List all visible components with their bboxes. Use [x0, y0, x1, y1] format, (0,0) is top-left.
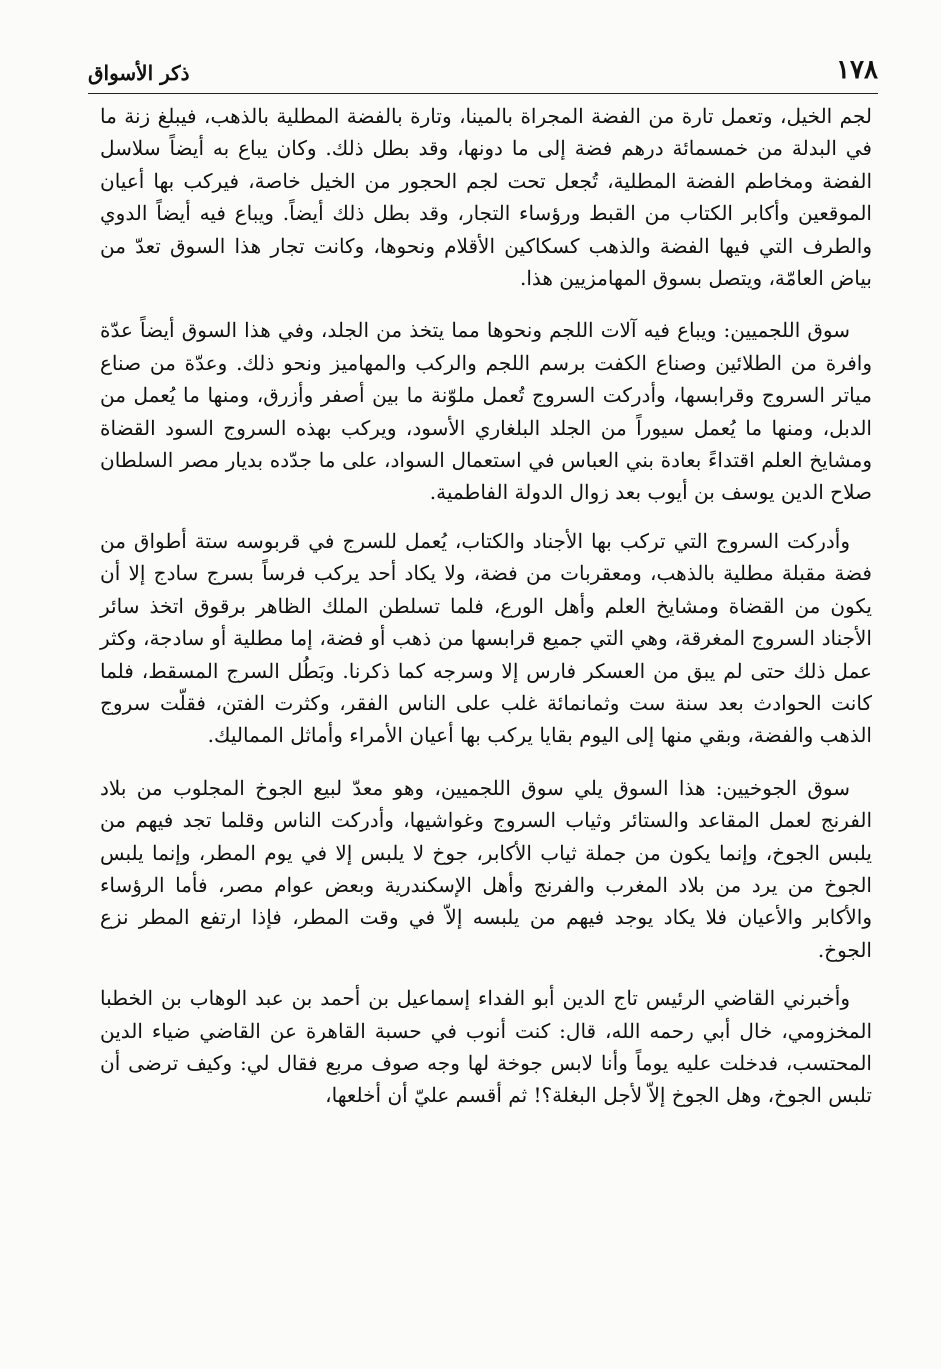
paragraph-1: لجم الخيل، وتعمل تارة من الفضة المجراة بالمينا، وتارة بالفضة المطلية بالذهب، فيبلغ زنة ما في البدلة من خمسمائة درهم فضة إلى ما دونها، وقد بطل ذلك. وكان يباع به أيضاً سلاسل الفضة ومخاطم الفضة المطلية، تُجعل تحت لجم الحجور من الخيل خاصة، فيركب بها أعيان الموقعين وأكابر الكتاب من القبط ورؤساء التجار، وقد بطل ذلك أيضاً. ويباع فيه أيضاً الدوي والطرف التي فيها الفضة والذهب كسكاكين الأقلام ونحوها، وكانت تجار هذا السوق تعدّ من بياض العامّة، ويتصل بسوق المهامزيين هذا. [100, 104, 872, 291]
paragraph-2: سوق اللجميين: ويباع فيه آلات اللجم ونحوها مما يتخذ من الجلد، وفي هذا السوق أيضاً عدّة وافرة من الطلائين وصناع الكفت برسم اللجم والركب والمهاميز ونحو ذلك. وعدّة من صناع مياتر السروج وقرابسها، وأدركت السروج تُعمل ملوّنة ما بين أصفر وأزرق، ومنها ما يُعمل من الدبل، ومنها ما يُعمل سيوراً من الجلد البلغاري الأسود، ويركب بهذه السروج السود القضاة ومشايخ العلم اقتداءً بعادة بني العباس في استعمال السواد، على ما جدّده بديار مصر السلطان صلاح الدين يوسف بن أيوب بعد زوال الدولة الفاطمية. [100, 318, 872, 505]
running-title: ذكر الأسواق [88, 61, 190, 85]
paragraph-5: وأخبرني القاضي الرئيس تاج الدين أبو الفداء إسماعيل بن أحمد بن عبد الوهاب بن الخطبا المخزومي، خال أبي رحمه الله، قال: كنت أنوب في حسبة القاهرة عن القاضي ضياء الدين المحتسب، فدخلت عليه يوماً وأنا لابس جوخة لها وجه صوف مربع فقال لي: وكيف ترضى أن تلبس الجوخ، وهل الجوخ إلاّ لأجل البغلة؟! ثم أقسم عليّ أن أخلعها، [100, 986, 872, 1108]
body-text [100, 100, 872, 1112]
header-divider [88, 93, 878, 94]
paragraph-3: وأدركت السروج التي تركب بها الأجناد والكتاب، يُعمل للسرج في قربوسه ستة أطواق من فضة مقبلة مطلية بالذهب، ومعقربات من فضة، ولا يكاد أحد يركب فرساً بسرج سادج إلا أن يكون من القضاة ومشايخ العلم وأهل الورع، فلما تسلطن الملك الظاهر برقوق اتخذ سائر الأجناد السروج المغرقة، وهي التي جميع قرابسها من ذهب أو فضة، إما مطلية أو سادجة، وكثر عمل ذلك حتى لم يبق من العسكر فارس إلا وسرجه كما ذكرنا. وبَطُل السرج المسقط، فلما كانت الحوادث بعد سنة ست وثمانمائة غلب على الناس الفقر، وكثرت الفتن، فقلّت سروج الذهب والفضة، وبقي منها إلى اليوم بقايا يركب بها أعيان الأمراء وأماثل المماليك. [100, 528, 873, 748]
page-number: ١٧٨ [836, 55, 878, 85]
paragraph-4: سوق الجوخيين: هذا السوق يلي سوق اللجميين، وهو معدّ لبيع الجوخ المجلوب من بلاد الفرنج لعمل المقاعد والستائر وثياب السروج وغواشيها، وأدركت الناس وقلما تجد فيهم من يلبس الجوخ، وإنما يكون من جملة ثياب الأكابر، جوخ لا يلبس إلا في يوم المطر، وإنما يلبس الجوخ من يرد من بلاد المغرب والفرنج وأهل الإسكندرية وبعض عوام مصر، فأما الرؤساء والأكابر والأعيان فلا يكاد يوجد فيهم من يلبسه إلاّ في وقت المطر، فإذا ارتفع المطر نزع الجوخ. [100, 775, 872, 962]
page-header [88, 52, 878, 92]
